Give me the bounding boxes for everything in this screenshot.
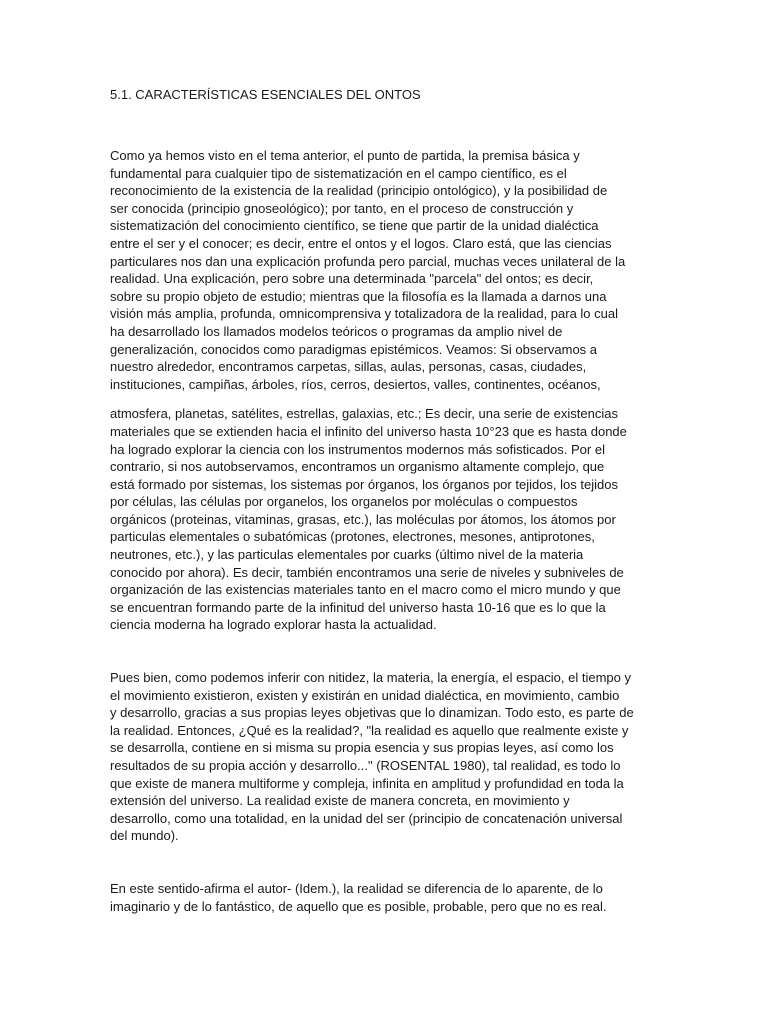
paragraph-spacer <box>110 393 662 405</box>
paragraph-2: atmosfera, planetas, satélites, estrellas, galaxias, etc.; Es decir, una serie de existencias materiales que se extienden hacia el infinito del universo hasta 10°23 que es hasta donde ha logrado explorar la ciencia con los instrumentos modernos más sofisticados. Por el contrario, si nos autobservamos, encontramos un organismo altamente complejo, que está formado por sistemas, los sistemas por órganos, los órganos por tejidos, los tejidos por células, las células por organelos, los organelos por moléculas o compuestos orgánicos (proteinas, vitaminas, grasas, etc.), las moléculas por átomos, los átomos por particulas elementales o subatómicas (protones, electrones, mesones, antiprotones, neutrones, etc.), y las particulas elementales por cuarks (último nivel de la materia conocido por ahora). Es decir, también encontramos una serie de niveles y subniveles de organización de las existencias materiales tanto en el macro como el micro mundo y que se encuentran formando parte de la infinitud del universo hasta 10-16 que es lo que la ciencia moderna ha logrado explorar hasta la actualidad. <box>110 406 627 633</box>
paragraph-3: Pues bien, como podemos inferir con nitidez, la materia, la energía, el espacio, el tiempo y el movimiento existieron, existen y existirán en unidad dialéctica, en movimiento, cambio y desarrollo, gracias a sus propias leyes objetivas que lo dinamizan. Todo esto, es parte de la realidad. Entonces, ¿Qué es la realidad?, "la realidad es aquello que realmente existe y se desarrolla, contiene en si misma su propia esencia y sus propias leyes, así como los resultados de su propia acción y desarrollo..." (ROSENTAL 1980), tal realidad, es todo lo que existe de manera multiforme y compleja, infinita en amplitud y profundidad en toda la extensión del universo. La realidad existe de manera concreta, en movimiento y desarrollo, como una totalidad, en la unidad del ser (principio de concatenación universal del mundo). <box>110 670 634 844</box>
paragraph-4: En este sentido-afirma el autor- (Idem.), la realidad se diferencia de lo aparente, de lo imaginario y de lo fantástico, de aquello que es posible, probable, pero que no es real. <box>110 880 607 914</box>
paragraph-spacer <box>110 634 662 669</box>
paragraph-1: Como ya hemos visto en el tema anterior, el punto de partida, la premisa básica y fundamental para cualquier tipo de sistematización en el campo científico, es el reconocimiento de la existencia de la realidad (principio ontológico), y la posibilidad de ser conocida (principio gnoseológico); por tanto, en el proceso de construcción y sistematización del conocimiento científico, se tiene que partir de la unidad dialéctica entre el ser y el conocer; es decir, entre el ontos y el logos. Claro está, que las ciencias particulares nos dan una explicación profunda pero parcial, muchas veces unilateral de la realidad. Una explicación, pero sobre una determinada "parcela" del ontos; es decir, sobre su propio objeto de estudio; mientras que la filosofía es la llamada a darnos una visión más amplia, profunda, omnicomprensiva y totalizadora de la realidad, para lo cual ha desarrollado los llamados modelos teóricos o programas da amplio nivel de generalización, conocidos como paradigmas epistémicos. Veamos: Si observamos a nuestro alrededor, encontramos carpetas, sillas, aulas, personas, casas, ciudades, instituciones, campiñas, árboles, ríos, cerros, desiertos, valles, continentes, océanos, <box>110 148 626 392</box>
paragraph-spacer <box>110 845 662 880</box>
document-body <box>110 86 662 915</box>
section-heading: 5.1. CARACTERÍSTICAS ESENCIALES DEL ONTOS <box>110 87 421 102</box>
